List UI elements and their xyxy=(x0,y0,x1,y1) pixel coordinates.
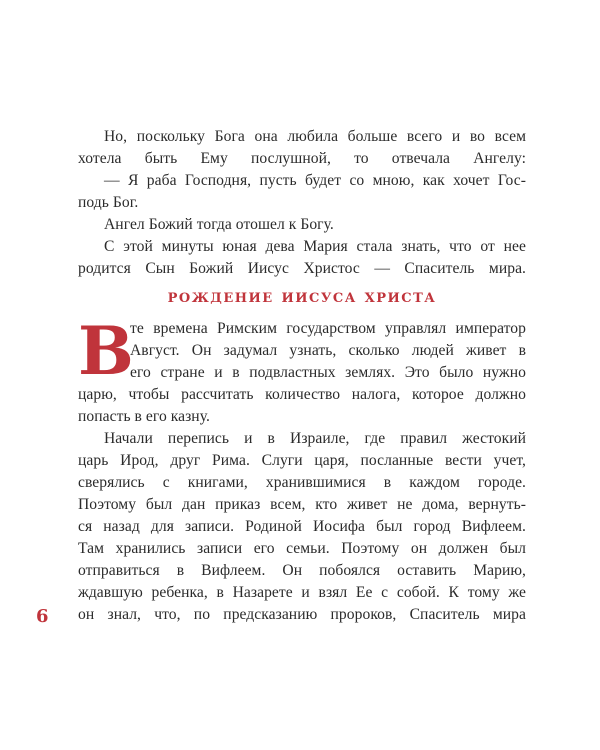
section-line: ждавшую ребенка, в Назарете и взял Ее с собой. К тому же xyxy=(78,584,526,601)
section-line: ся назад для записи. Родиной Иосифа был город Вифлеем. xyxy=(78,518,526,535)
section-line: сверялись с книгами, хранившимися в каждом городе. xyxy=(78,474,526,491)
section-line: те времена Римским государством управлял император xyxy=(130,320,526,337)
section-line: Поэтому был дан приказ всем, кто живет не дома, вернуть- xyxy=(78,496,526,513)
intro-line: Ангел Божий тогда отошел к Богу. xyxy=(104,216,334,233)
section-line: отправиться в Вифлеем. Он побоялся оставить Марию, xyxy=(78,562,526,579)
section-line: он знал, что, по предсказанию пророков, Спаситель мира xyxy=(78,606,526,623)
section-line: попасть в его казну. xyxy=(78,408,210,425)
intro-paragraphs xyxy=(78,126,526,280)
intro-line: хотела быть Ему послушной, то отвечала Ангелу: xyxy=(78,150,526,167)
section-line: Начали перепись и в Израиле, где правил жестокий xyxy=(104,430,526,447)
intro-line: подь Бог. xyxy=(78,194,139,211)
intro-line: С этой минуты юная дева Мария стала знать, что от нее xyxy=(104,238,526,255)
intro-line: — Я раба Господня, пусть будет со мною, как хочет Гос- xyxy=(104,172,526,189)
page-number: 6 xyxy=(36,606,49,627)
section-line: Август. Он задумал узнать, сколько людей живет в xyxy=(130,342,526,359)
drop-cap: В xyxy=(78,312,134,390)
intro-line: Но, поскольку Бога она любила больше всего и во всем xyxy=(104,128,526,145)
section-line: его стране и в подвластных землях. Это было нужно xyxy=(130,364,526,381)
section-line: царь Ирод, друг Рима. Слуги царя, посланные вести учет, xyxy=(78,452,526,469)
section-paragraphs xyxy=(78,312,526,626)
intro-line: родится Сын Божий Иисус Христос — Спаситель мира. xyxy=(78,260,526,277)
section-heading: рождение иисуса христа xyxy=(167,286,437,307)
section-line: царю, чтобы рассчитать количество налога, которое должно xyxy=(78,386,526,403)
section-line: Там хранились записи его семьи. Поэтому он должен был xyxy=(78,540,526,557)
